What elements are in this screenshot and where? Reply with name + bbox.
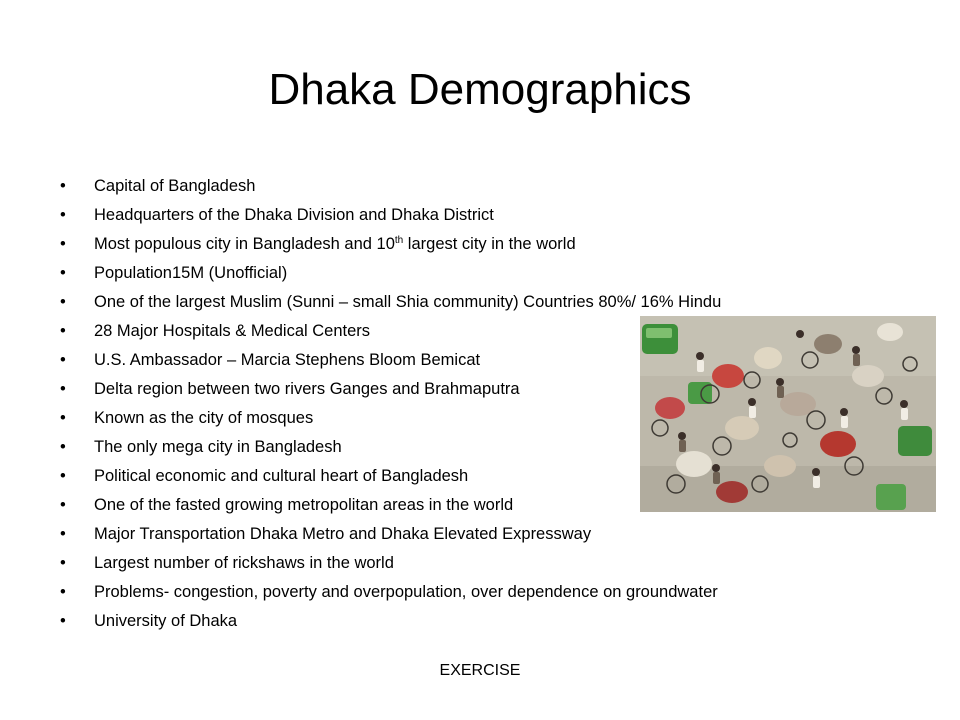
bullet-icon: • <box>60 380 66 398</box>
bullet-item: • One of the fasted growing metropolitan areas in the world <box>60 491 721 520</box>
bullet-icon: • <box>60 206 66 224</box>
bullet-item: • Known as the city of mosques <box>60 404 721 433</box>
bullet-item: • Political economic and cultural heart of Bangladesh <box>60 462 721 491</box>
bullet-icon: • <box>60 409 66 427</box>
bullet-list <box>60 172 721 636</box>
bullet-item: • University of Dhaka <box>60 607 721 636</box>
bullet-item: • One of the largest Muslim (Sunni – small Shia community) Countries 80%/ 16% Hindu <box>60 288 721 317</box>
bullet-item: • The only mega city in Bangladesh <box>60 433 721 462</box>
bullet-icon: • <box>60 351 66 369</box>
bullet-icon: • <box>60 525 66 543</box>
bullet-item: • Most populous city in Bangladesh and 10th largest city in the world <box>60 230 721 259</box>
rickshaw-crowd-illustration <box>640 316 936 512</box>
bullet-item: • Major Transportation Dhaka Metro and Dhaka Elevated Expressway <box>60 520 721 549</box>
bullet-item: • Largest number of rickshaws in the world <box>60 549 721 578</box>
bullet-item: • Capital of Bangladesh <box>60 172 721 201</box>
bullet-icon: • <box>60 235 66 253</box>
bullet-item: • Delta region between two rivers Ganges and Brahmaputra <box>60 375 721 404</box>
bullet-icon: • <box>60 612 66 630</box>
bullet-icon: • <box>60 583 66 601</box>
bullet-item: • Headquarters of the Dhaka Division and Dhaka District <box>60 201 721 230</box>
bullet-icon: • <box>60 554 66 572</box>
bullet-icon: • <box>60 467 66 485</box>
bullet-icon: • <box>60 322 66 340</box>
bullet-icon: • <box>60 496 66 514</box>
bullet-item: • U.S. Ambassador – Marcia Stephens Bloom Bemicat <box>60 346 721 375</box>
rickshaw-street-photo <box>640 316 936 512</box>
bullet-icon: • <box>60 177 66 195</box>
bullet-item: • 28 Major Hospitals & Medical Centers <box>60 317 721 346</box>
slide-title: Dhaka Demographics <box>268 65 692 114</box>
bullet-icon: • <box>60 264 66 282</box>
bullet-icon: • <box>60 438 66 456</box>
bullet-icon: • <box>60 293 66 311</box>
slide-footer: EXERCISE <box>439 662 521 679</box>
bullet-item: • Problems- congestion, poverty and overpopulation, over dependence on groundwater <box>60 578 721 607</box>
bullet-item: • Population15M (Unofficial) <box>60 259 721 288</box>
